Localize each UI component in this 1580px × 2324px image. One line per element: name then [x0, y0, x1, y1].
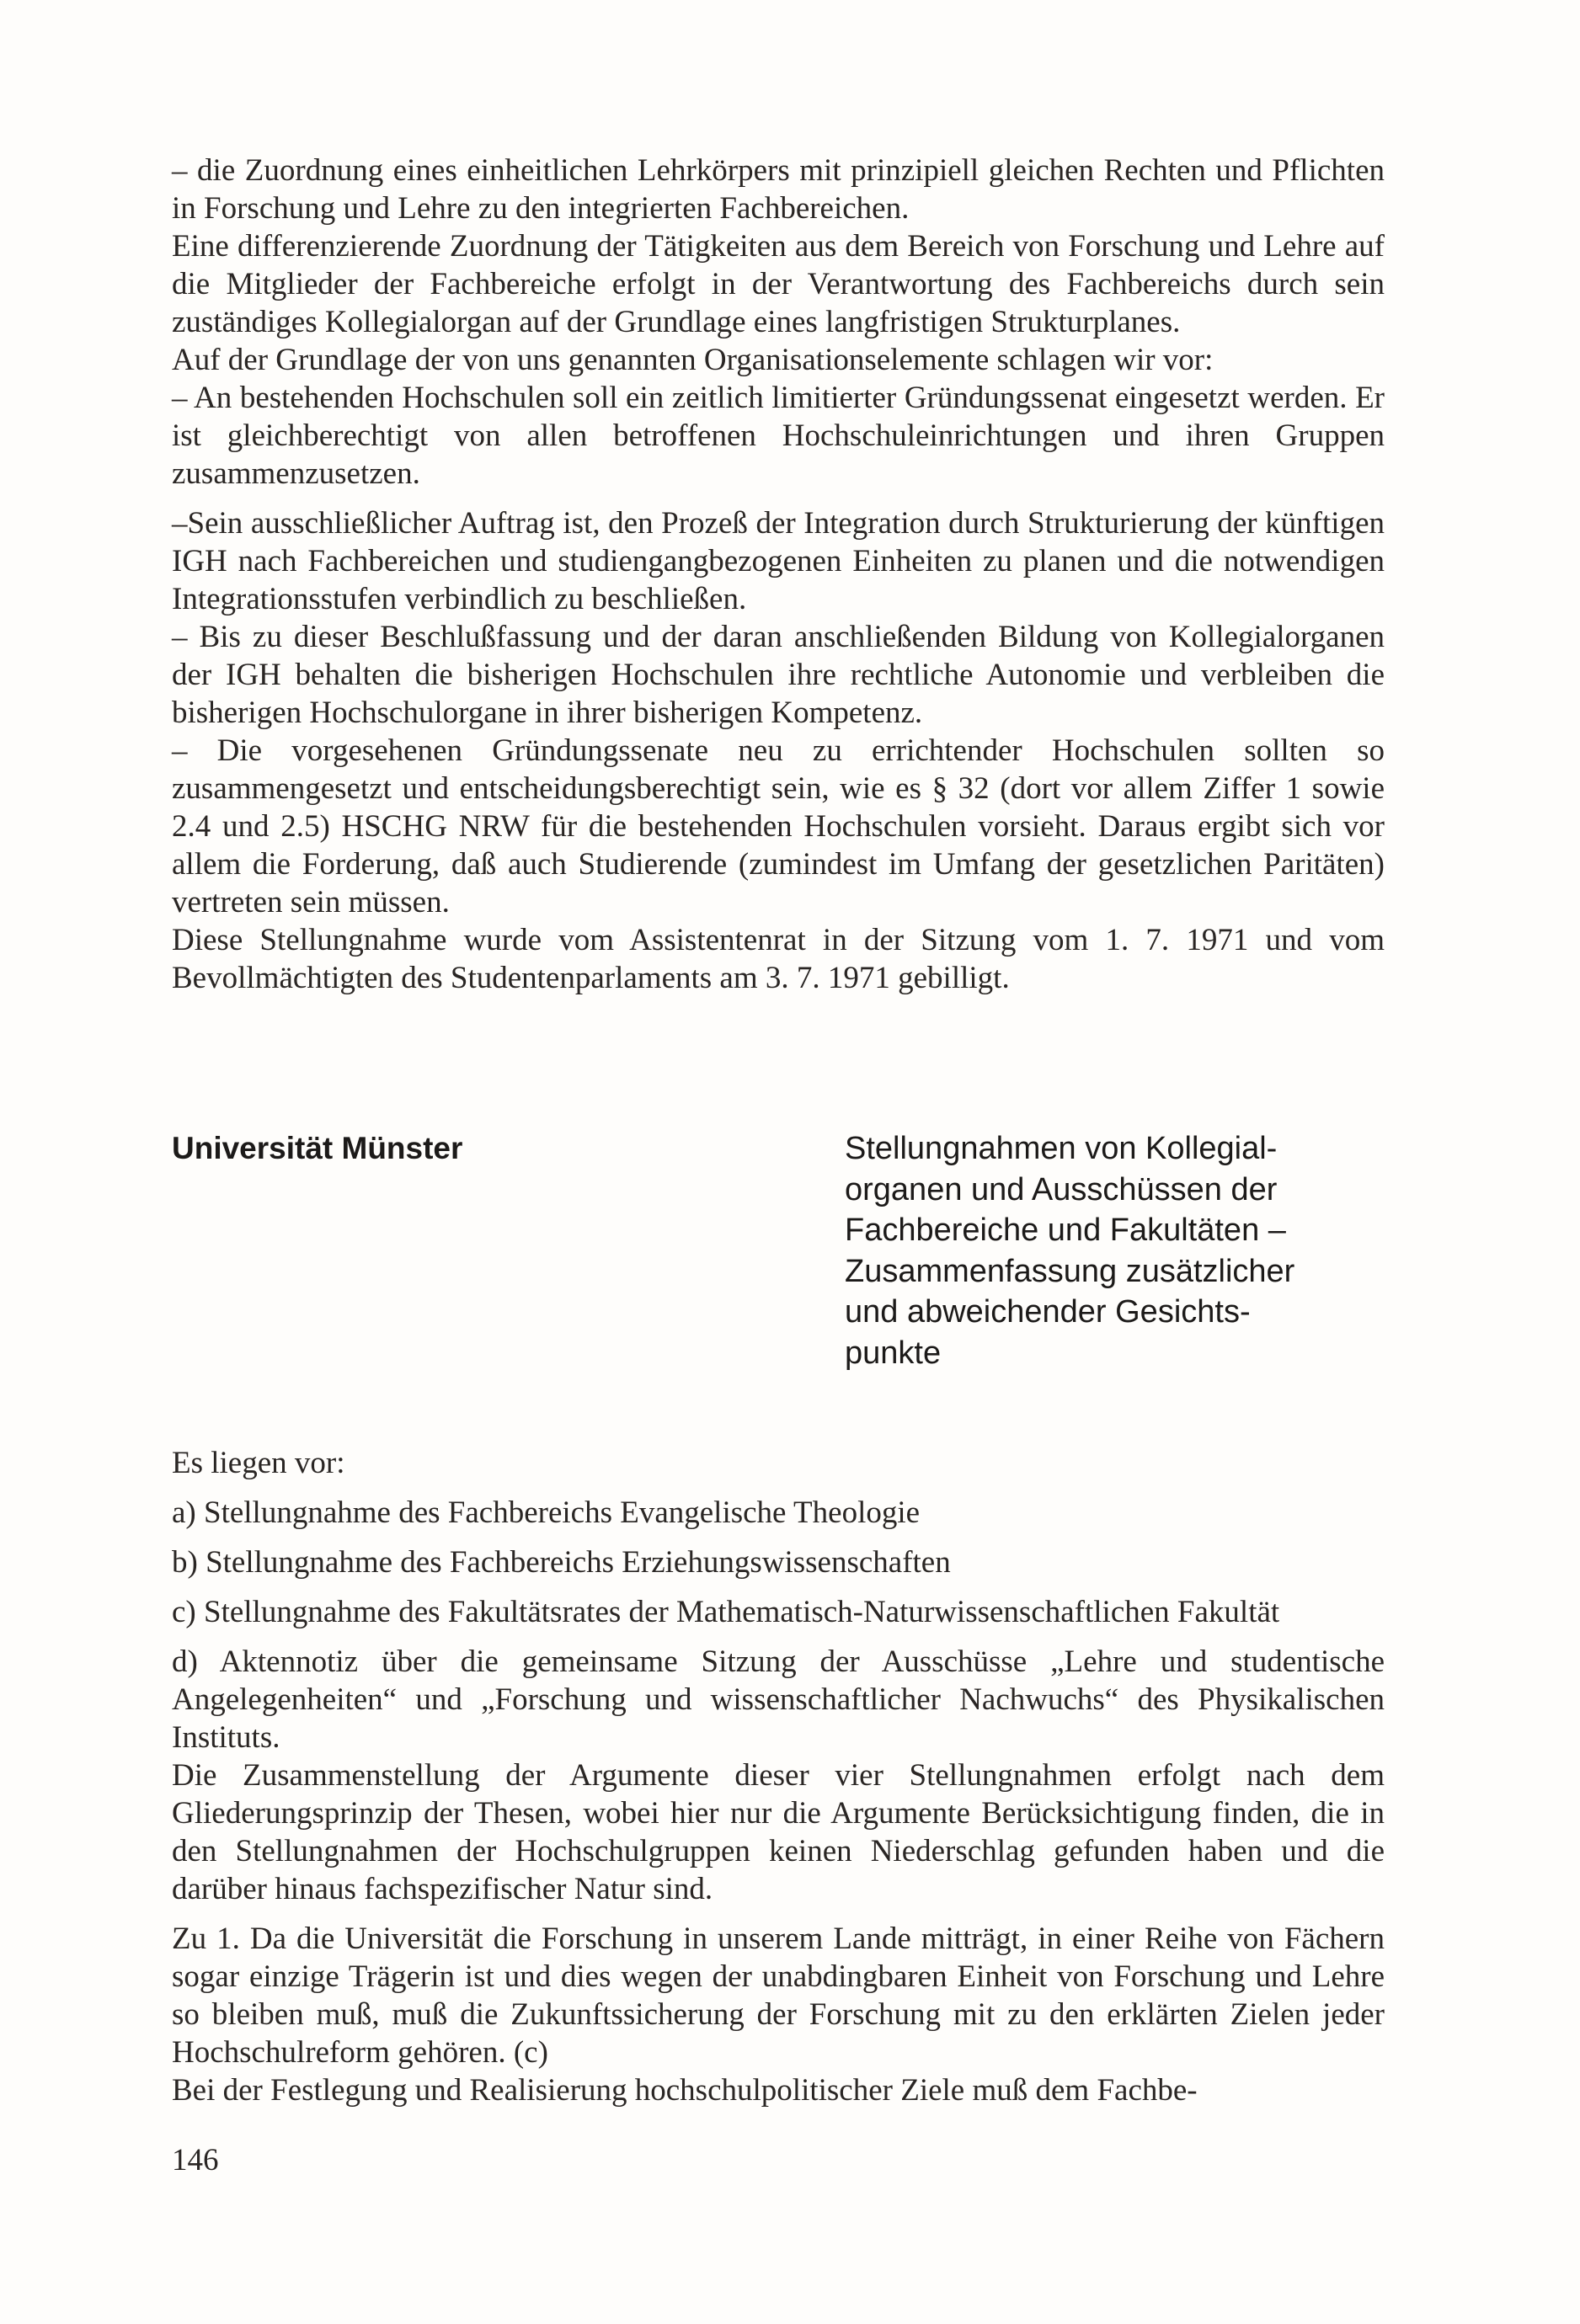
- list-item-b: b) Stellungnahme des Fachbereichs Erziehungswissenschaften: [172, 1545, 951, 1580]
- paragraph-beschlussfassung: – Bis zu dieser Beschlußfassung und der daran anschließenden Bildung von Kollegialorganen der IGH behalten die bisherigen Hochschulen ihre rechtliche Autonomie und verbleiben die bisherigen Hochschulorgane in ihrer bisherigen Kompetenz.: [172, 620, 1385, 730]
- section-title-line: und abweichender Gesichts-: [845, 1294, 1251, 1330]
- page-number: 146: [172, 2143, 219, 2177]
- section-title-line: Fachbereiche und Fakultäten –: [845, 1213, 1286, 1248]
- section-institution-heading: Universität Münster: [172, 1131, 463, 1165]
- paragraph-zuordnung: Eine differenzierende Zuordnung der Tätigkeiten aus dem Bereich von Forschung und Lehre auf die Mitglieder der Fachbereiche erfolgt in der Verantwortung des Fachbereichs durch sein zuständiges Kollegialorgan auf der Grundlage eines langfristigen Strukturplanes.: [172, 229, 1385, 339]
- paragraph-vorschlag-intro: Auf der Grundlage der von uns genannten Organisationselemente schlagen wir vor:: [172, 343, 1214, 377]
- section-title-line: organen und Ausschüssen der: [845, 1171, 1278, 1207]
- paragraph-zusammenstellung: Die Zusammenstellung der Argumente dieser vier Stellungnahmen erfolgt nach dem Gliederungsprinzip der Thesen, wobei hier nur die Argumente Berücksichtigung finden, die in den Stellungnahmen der Hochschulgruppen keinen Niederschlag gefunden haben und die darüber hinaus fachspezifischer Natur sind.: [172, 1758, 1385, 1906]
- paragraph-gruendungssenat: – An bestehenden Hochschulen soll ein zeitlich limitierter Gründungssenat eingesetzt werden. Er ist gleichberechtigt von allen betroffenen Hochschuleinrichtungen und ihren Gruppen zusammenzusetzen.: [172, 381, 1385, 491]
- list-item-a: a) Stellungnahme des Fachbereichs Evangelische Theologie: [172, 1495, 921, 1530]
- paragraph-billigung: Diese Stellungnahme wurde vom Assistentenrat in der Sitzung vom 1. 7. 1971 und vom Bevollmächtigten des Studentenparlaments am 3. 7. 1971 gebilligt.: [172, 923, 1385, 995]
- paragraph-neue-hochschulen: – Die vorgesehenen Gründungssenate neu zu errichtender Hochschulen sollten so zusammengesetzt und entscheidungsberechtigt sein, wie es § 32 (dort vor allem Ziffer 1 sowie 2.4 und 2.5) HSCHG NRW für die bestehenden Hochschulen vorsieht. Daraus ergibt sich vor allem die Forderung, daß auch Studierende (zumindest im Umfang der gesetzlichen Paritäten) vertreten sein müssen.: [172, 733, 1385, 919]
- paragraph-lehrkoerper: – die Zuordnung eines einheitlichen Lehrkörpers mit prinzipiell gleichen Rechten und Pflichten in Forschung und Lehre zu den integrierten Fachbereichen.: [172, 153, 1385, 226]
- paragraph-auftrag: –Sein ausschließlicher Auftrag ist, den Prozeß der Integration durch Strukturierung der künftigen IGH nach Fachbereichen und studiengangbezogenen Einheiten zu planen und die notwendigen Integrationsstufen verbindlich zu beschließen.: [172, 506, 1385, 616]
- list-item-c: c) Stellungnahme des Fakultätsrates der Mathematisch-Naturwissenschaftlichen Fakultät: [172, 1595, 1280, 1629]
- section-title: [845, 1128, 1401, 1373]
- section-title-line: Zusammenfassung zusätzlicher: [845, 1253, 1295, 1289]
- paragraph-festlegung: Bei der Festlegung und Realisierung hochschulpolitischer Ziele muß dem Fachbe-: [172, 2073, 1198, 2108]
- top-text-block: [172, 152, 1385, 997]
- bottom-text-block: [172, 1444, 1385, 2109]
- section-title-line: punkte: [845, 1335, 942, 1371]
- list-item-d: d) Aktennotiz über die gemeinsame Sitzung der Ausschüsse „Lehre und studentische Angelegenheiten“ und „Forschung und wissenschaftlicher Nachwuchs“ des Physikalischen Instituts.: [172, 1644, 1385, 1755]
- intro-line: Es liegen vor:: [172, 1446, 345, 1480]
- section-title-line: Stellungnahmen von Kollegial-: [845, 1131, 1278, 1166]
- paragraph-zu-1: Zu 1. Da die Universität die Forschung in unserem Lande mitträgt, in einer Reihe von Fächern sogar einzige Trägerin ist und dies wegen der unabdingbaren Einheit von Forschung und Lehre so bleiben muß, muß die Zukunftssicherung der Forschung mit zu den erklärten Zielen jeder Hochschulreform gehören. (c): [172, 1922, 1385, 2070]
